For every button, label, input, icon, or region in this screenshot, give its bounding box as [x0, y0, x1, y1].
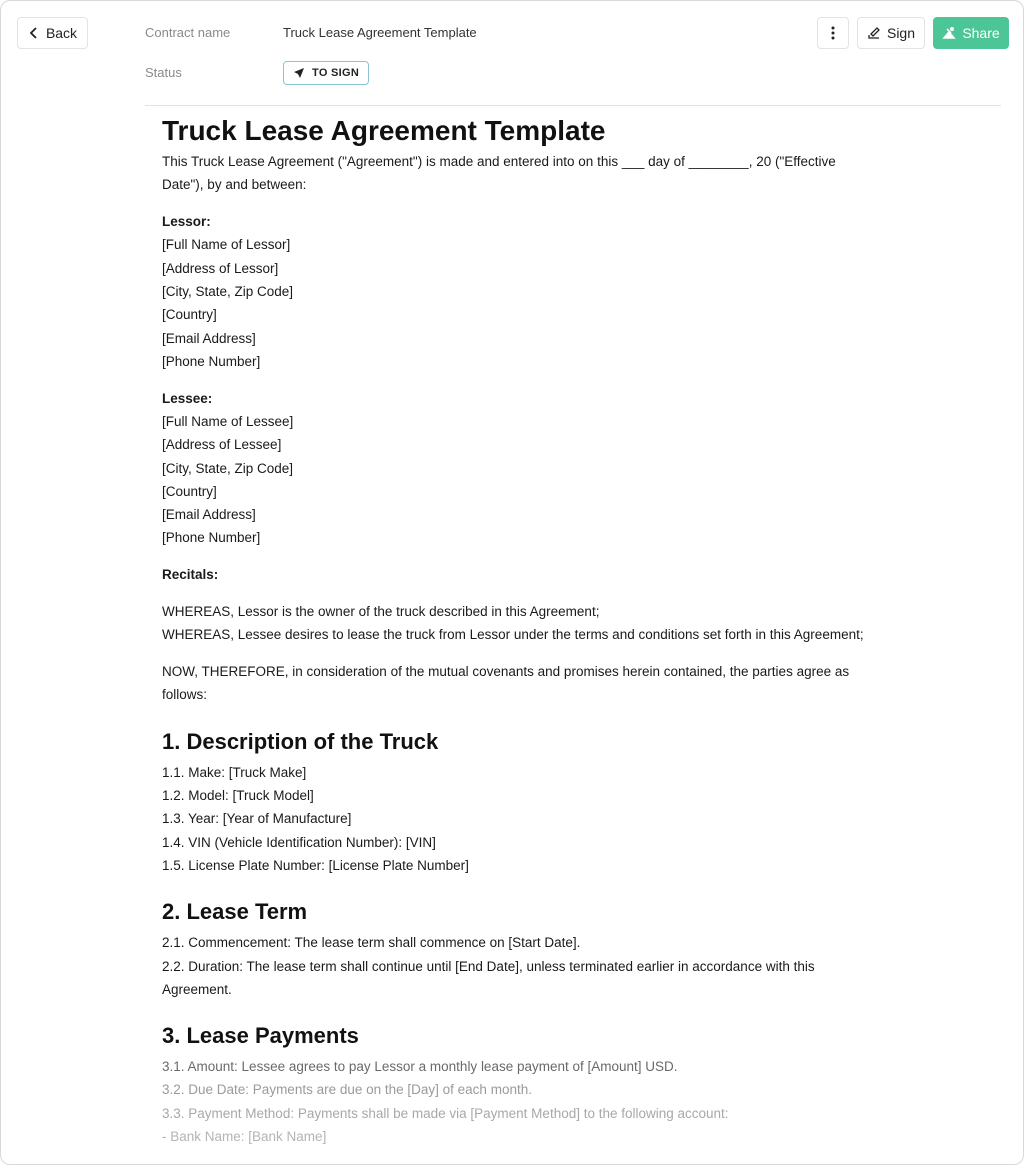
- document-paragraph: [162, 761, 882, 877]
- document-line: 3.2. Due Date: Payments are due on the [Day] of each month.: [162, 1082, 532, 1098]
- chevron-left-icon: [28, 26, 40, 40]
- document-line: 1.2. Model: [Truck Model]: [162, 788, 314, 804]
- signature-icon: [867, 26, 881, 40]
- document-paragraph: [162, 563, 882, 586]
- share-icon: [942, 26, 956, 40]
- document-title: Truck Lease Agreement Template: [162, 115, 606, 146]
- share-label: Share: [962, 25, 1000, 41]
- back-label: Back: [45, 25, 78, 41]
- document-paragraph: [162, 660, 882, 707]
- document-line: [Email Address]: [162, 330, 256, 346]
- header-divider: [145, 105, 1001, 106]
- document-line: Agreement.: [162, 981, 232, 997]
- document-line: 1.1. Make: [Truck Make]: [162, 764, 307, 780]
- document-line: This Truck Lease Agreement ("Agreement") is made and entered into on this ___ day of ________, 20 ("Effective: [162, 154, 836, 169]
- document-line: 3.3. Payment Method: Payments shall be made via [Payment Method] to the following account:: [162, 1105, 729, 1121]
- document-line: [Country]: [162, 307, 217, 323]
- document-line: [Address of Lessor]: [162, 260, 279, 276]
- document-line: [Country]: [162, 483, 217, 499]
- document-line: Recitals:: [162, 567, 219, 583]
- document-paragraph: [162, 600, 882, 647]
- document-line: WHEREAS, Lessee desires to lease the truck from Lessor under the terms and conditions set forth in this Agreement;: [162, 627, 864, 643]
- document-line: [Phone Number]: [162, 353, 261, 369]
- more-options-button[interactable]: [817, 17, 849, 49]
- document-preview: [162, 113, 882, 1162]
- section-heading: 2. Lease Term: [162, 899, 308, 925]
- document-paragraph: [162, 1055, 882, 1148]
- document-line: [Phone Number]: [162, 530, 261, 546]
- document-paragraph: [162, 150, 882, 197]
- document-line: 1.3. Year: [Year of Manufacture]: [162, 811, 352, 827]
- document-line: follows:: [162, 687, 208, 703]
- section-heading: 1. Description of the Truck: [162, 728, 439, 754]
- document-line: 2.1. Commencement: The lease term shall commence on [Start Date].: [162, 935, 581, 951]
- document-line: [Address of Lessee]: [162, 437, 282, 453]
- document-line: [Email Address]: [162, 507, 256, 523]
- paper-plane-icon: [293, 67, 305, 79]
- share-button[interactable]: [933, 17, 1009, 49]
- status-label: Status: [145, 65, 182, 80]
- contract-name-value: Truck Lease Agreement Template: [283, 25, 477, 40]
- document-paragraph: [162, 931, 882, 1001]
- document-line: [City, State, Zip Code]: [162, 460, 294, 476]
- document-paragraph: [162, 210, 882, 373]
- sign-label: Sign: [886, 25, 916, 41]
- document-line: [Full Name of Lessee]: [162, 413, 294, 429]
- document-line: [Full Name of Lessor]: [162, 237, 291, 253]
- document-line: 2.2. Duration: The lease term shall continue until [End Date], unless terminated earlier in accordance with this: [162, 958, 815, 974]
- document-line: [City, State, Zip Code]: [162, 283, 294, 299]
- document-line: - Bank Name: [Bank Name]: [162, 1129, 327, 1144]
- status-badge: [283, 61, 369, 85]
- status-text: TO SIGN: [312, 67, 360, 79]
- document-line: 3.1. Amount: Lessee agrees to pay Lessor a monthly lease payment of [Amount] USD.: [162, 1059, 678, 1075]
- document-paragraph: [162, 387, 882, 550]
- document-line: WHEREAS, Lessor is the owner of the truck described in this Agreement;: [162, 604, 600, 620]
- contract-name-label: Contract name: [145, 25, 231, 40]
- sign-button[interactable]: [857, 17, 925, 49]
- document-line: 1.4. VIN (Vehicle Identification Number): [VIN]: [162, 834, 436, 850]
- document-line: Lessor:: [162, 214, 211, 230]
- back-button[interactable]: [17, 17, 88, 49]
- document-line: NOW, THEREFORE, in consideration of the mutual covenants and promises herein contained, the parties agree as: [162, 664, 850, 680]
- document-line: Lessee:: [162, 390, 213, 406]
- more-vertical-icon: [831, 26, 835, 40]
- document-line: 1.5. License Plate Number: [License Plate Number]: [162, 857, 469, 873]
- section-heading: 3. Lease Payments: [162, 1023, 359, 1049]
- document-line: Date"), by and between:: [162, 177, 307, 193]
